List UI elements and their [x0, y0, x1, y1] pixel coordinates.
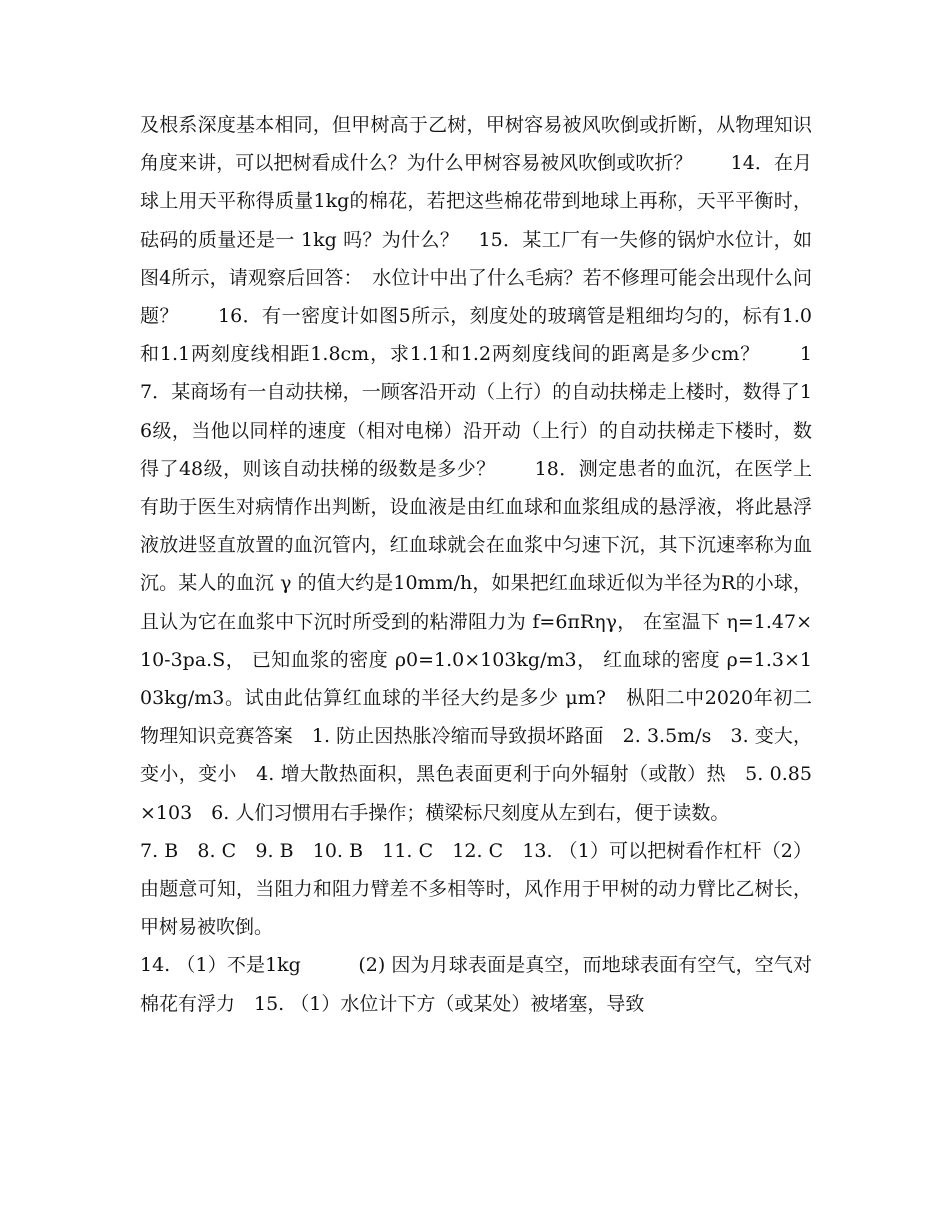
answers-7-13-paragraph: 7. B 8. C 9. B 10. B 11. C 12. C 13. （1）可以把树看作杠杆（2）由题意可知，当阻力和阻力臂差不多相等时，风作用于甲树的动力臂比乙树长，甲树易被吹倒。: [140, 839, 812, 939]
answers-14-15-paragraph: 14. （1）不是1kg (2) 因为月球表面是真空，而地球表面有空气，空气对棉花有浮力 15. （1）水位计下方（或某处）被堵塞，导致: [140, 954, 812, 1015]
document-body: [140, 106, 812, 1023]
questions-and-answers-paragraph: 及根系深度基本相同，但甲树高于乙树，甲树容易被风吹倒或折断，从物理知识角度来讲，可以把树看成什么？为什么甲树容易被风吹倒或吹折？ 14．在月球上用天平称得质量1kg的棉花，若把这些棉花带到地球上再称，天平平衡时，砝码的质量还是一 1kg 吗？为什么？ 15．某工厂有一失修的锅炉水位计，如图4所示，请观察后回答： 水位计中出了什么毛病？若不修理可能会出现什么问题？ 16．有一密度计如图5所示，刻度处的玻璃管是粗细均匀的，标有1.0和1.1两刻度线相距1.8cm，求1.1和1.2两刻度线间的距离是多少cm？ 17．某商场有一自动扶梯，一顾客沿开动（上行）的自动扶梯走上楼时，数得了16级，当他以同样的速度（相对电梯）沿开动（上行）的自动扶梯走下楼时，数得了48级，则该自动扶梯的级数是多少？ 18．测定患者的血沉，在医学上有助于医生对病情作出判断，设血液是由红血球和血浆组成的悬浮液，将此悬浮液放进竖直放置的血沉管内，红血球就会在血浆中匀速下沉，其下沉速率称为血沉。某人的血沉 γ 的值大约是10mm/h，如果把红血球近似为半径为R的小球，且认为它在血浆中下沉时所受到的粘滞阻力为 f=6πRηγ， 在室温下 η=1.47×10-3pa.S， 已知血浆的密度 ρ0=1.0×103kg/m3， 红血球的密度 ρ=1.3×103kg/m3。试由此估算红血球的半径大约是多少 μm? 枞阳二中2020年初二物理知识竞赛答案 1. 防止因热胀冷缩而导致损坏路面 2. 3.5m/s 3. 变大，变小，变小 4. 增大散热面积，黑色表面更利于向外辐射（或散）热 5. 0.85×103 6. 人们习惯用右手操作；横梁标尺刻度从左到右，便于读数。: [140, 114, 812, 824]
